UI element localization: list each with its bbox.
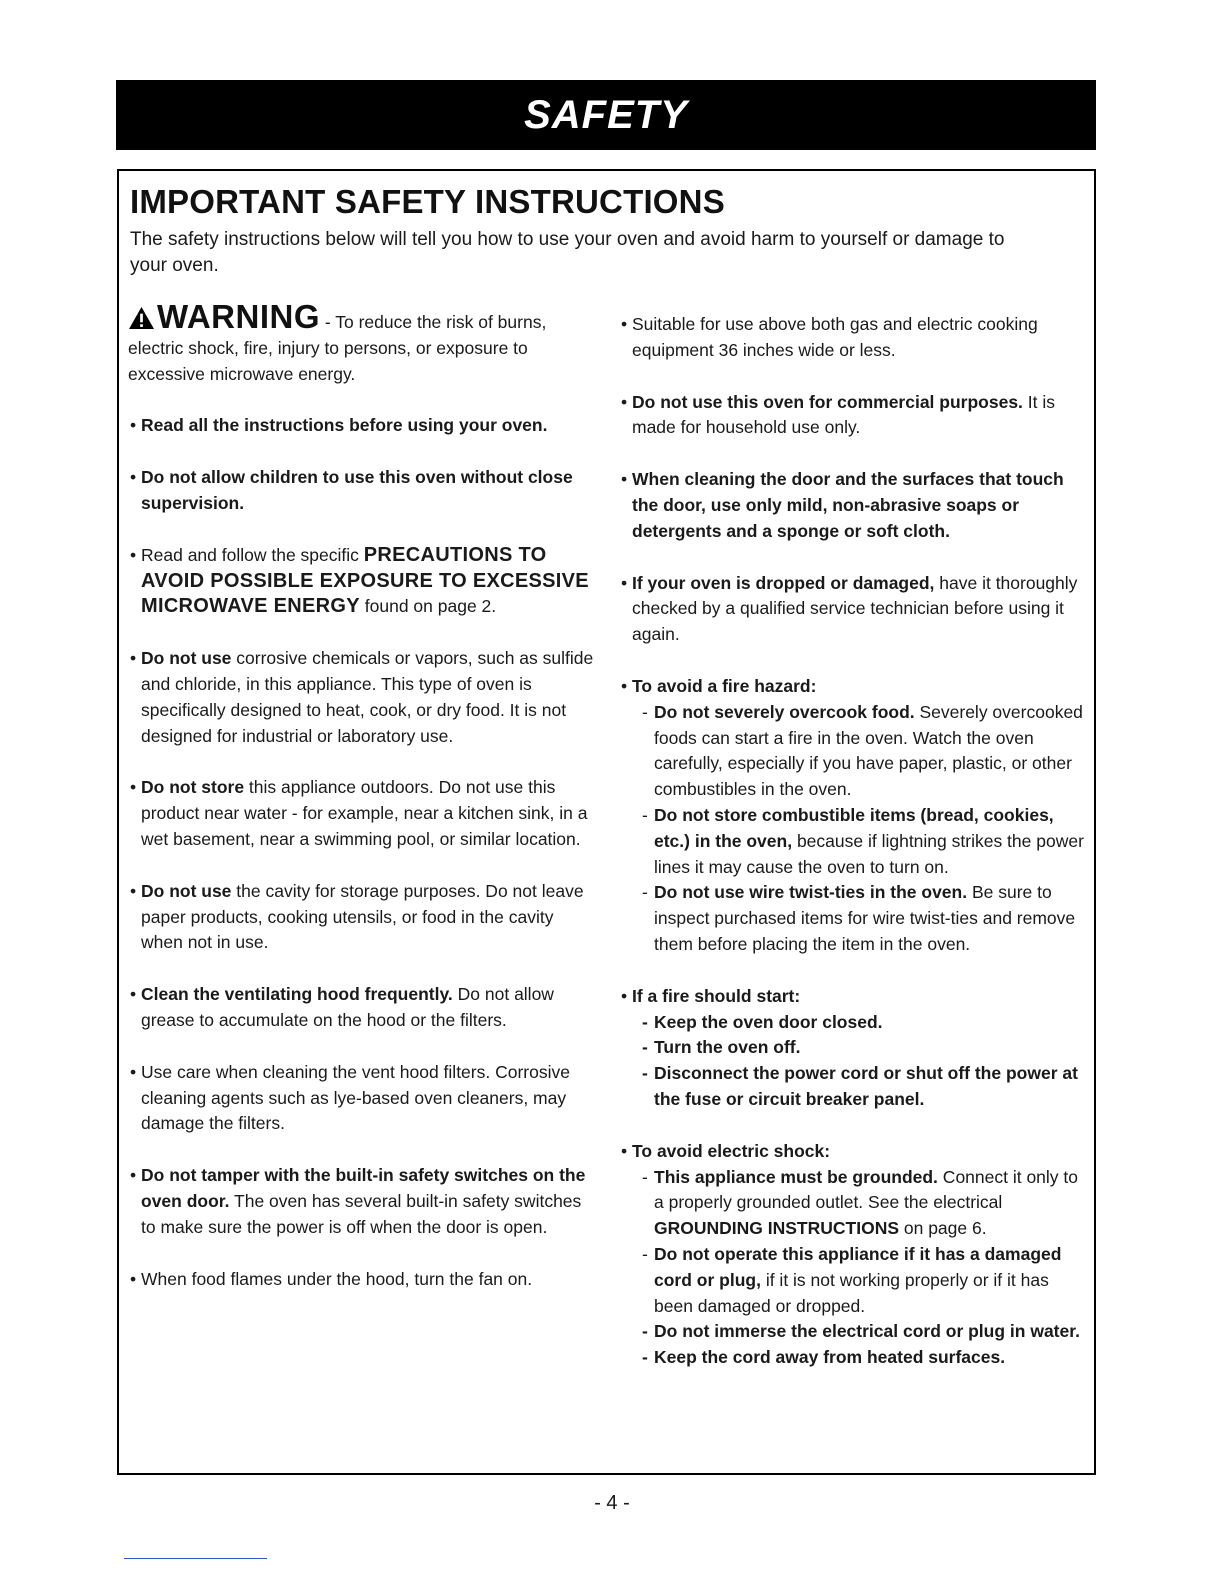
item-bold: Do not use <box>141 648 232 669</box>
sub-item <box>632 1165 1089 1242</box>
list-item-electric-shock <box>619 1139 1089 1371</box>
sub-item <box>632 803 1089 880</box>
item-text: Do not allow grease to accumulate on the hood or the filters. <box>141 984 554 1030</box>
list-item <box>619 571 1089 648</box>
warning-block <box>128 298 598 387</box>
item-text: this appliance outdoors. Do not use this product near water - for example, near a kitchen sink, in a wet basement, near a swimming pool, or similar location. <box>141 777 588 849</box>
list-item-fire-start <box>619 984 1089 1113</box>
item-bold: Clean the ventilating hood frequently. <box>141 984 453 1005</box>
sub-bold: Do not use wire twist-ties in the oven. <box>654 882 968 903</box>
item-text: Use care when cleaning the vent hood filters. Corrosive cleaning agents such as lye-based oven cleaners, may damage the filters. <box>141 1061 570 1134</box>
item-text: When food flames under the hood, turn the fan on. <box>141 1268 533 1289</box>
sub-text: Severely overcooked foods can start a fire in the oven. Watch the oven carefully, especially if you have paper, plastic, or other combustibles in the oven. <box>654 701 1083 800</box>
item-caps: PRECAUTIONS TO AVOID POSSIBLE EXPOSURE TO EXCESSIVE MICROWAVE ENERGY <box>141 543 589 618</box>
item-bold: Read all the instructions before using your oven. <box>141 415 548 436</box>
left-column <box>128 298 598 1318</box>
item-text: found on page 2. <box>359 596 497 617</box>
footer-divider <box>124 1558 267 1559</box>
intro-text: The safety instructions below will tell you how to use your oven and avoid harm to yourself or damage to your oven. <box>130 229 1005 276</box>
item-bold: Do not store <box>141 777 245 798</box>
item-text: Suitable for use above both gas and electric cooking equipment 36 inches wide or less. <box>632 314 1038 360</box>
sub-item: - Disconnect the power cord or shut off the power at the fuse or circuit breaker panel. <box>632 1061 1089 1113</box>
sub-text: Connect it only to a properly grounded outlet. See the electrical <box>654 1166 1079 1213</box>
item-heading: • To avoid a fire hazard: <box>632 675 817 696</box>
sub-item <box>632 880 1089 957</box>
item-text: Read and follow the specific <box>141 544 364 565</box>
sub-item: - Do not immerse the electrical cord or plug in water. <box>632 1319 1089 1345</box>
list-item <box>128 775 598 852</box>
sub-item: - Keep the oven door closed. <box>632 1010 1089 1036</box>
sub-item: - Keep the cord away from heated surfaces. <box>632 1345 1089 1371</box>
list-item <box>128 413 598 439</box>
list-item <box>128 646 598 749</box>
item-bold: Do not use <box>141 880 232 901</box>
item-heading: • If a fire should start: <box>632 985 801 1006</box>
sub-bold: Do not store combustible items (bread, cookies, etc.) in the oven, <box>654 804 1054 851</box>
sub-text: on page 6. <box>899 1218 987 1239</box>
list-item <box>619 467 1089 544</box>
item-text: have it thoroughly checked by a qualified service technician before using it again. <box>632 572 1078 645</box>
item-text: The oven has several built-in safety switches to make sure the power is off when the door is open. <box>141 1190 582 1237</box>
item-bold: Do not use this oven for commercial purposes. <box>632 391 1023 412</box>
list-item-fire-hazard <box>619 674 1089 958</box>
list-item <box>619 312 1089 364</box>
item-bold: When cleaning the door and the surfaces that touch the door, use only mild, non-abrasive soaps or detergents and a sponge or soft cloth. <box>632 469 1064 541</box>
sub-item: - Turn the oven off. <box>632 1035 1089 1061</box>
section-banner <box>116 80 1096 150</box>
item-text: the cavity for storage purposes. Do not leave paper products, cooking utensils, or food in the cavity when not in use. <box>141 880 584 953</box>
sub-text: if it is not working properly or if it has been damaged or dropped. <box>654 1269 1049 1316</box>
item-text: corrosive chemicals or vapors, such as sulfide and chloride, in this appliance. This type of oven is specifically designed to heat, cook, or dry food. It is not designed for industrial or laboratory use. <box>141 648 594 746</box>
warning-text: - To reduce the risk of burns, electric shock, fire, injury to persons, or exposure to excessive microwave energy. <box>128 312 547 384</box>
list-item <box>128 465 598 517</box>
right-column <box>619 312 1089 1397</box>
sub-text: Be sure to inspect purchased items for wire twist-ties and remove them before placing the item in the oven. <box>654 882 1076 954</box>
item-bold: If your oven is dropped or damaged, <box>632 572 935 593</box>
warning-label: WARNING <box>157 298 320 335</box>
sub-caps: GROUNDING INSTRUCTIONS <box>654 1218 899 1239</box>
banner-title: SAFETY <box>524 93 688 137</box>
list-item <box>128 1060 598 1137</box>
instructions-box <box>117 169 1096 1475</box>
page-number: - 4 - <box>594 1492 630 1514</box>
item-heading: • To avoid electric shock: <box>632 1140 831 1161</box>
list-item <box>128 1267 598 1293</box>
warning-triangle-icon <box>128 306 155 330</box>
item-bold: Do not allow children to use this oven without close supervision. <box>141 467 573 513</box>
sub-item <box>632 700 1089 803</box>
list-item <box>128 543 598 620</box>
page-title: IMPORTANT SAFETY INSTRUCTIONS <box>130 183 725 220</box>
item-text: It is made for household use only. <box>632 391 1056 438</box>
sub-bold: Do not operate this appliance if it has a damaged cord or plug, <box>654 1243 1062 1290</box>
sub-item <box>632 1242 1089 1319</box>
list-item <box>619 390 1089 442</box>
list-item <box>128 982 598 1034</box>
sub-bold: This appliance must be grounded. <box>654 1166 938 1187</box>
list-item <box>128 879 598 956</box>
list-item <box>128 1163 598 1240</box>
sub-bold: Do not severely overcook food. <box>654 701 915 722</box>
sub-text: because if lightning strikes the power lines it may cause the oven to turn on. <box>654 830 1084 877</box>
item-bold: Do not tamper with the built-in safety switches on the oven door. <box>141 1165 586 1211</box>
